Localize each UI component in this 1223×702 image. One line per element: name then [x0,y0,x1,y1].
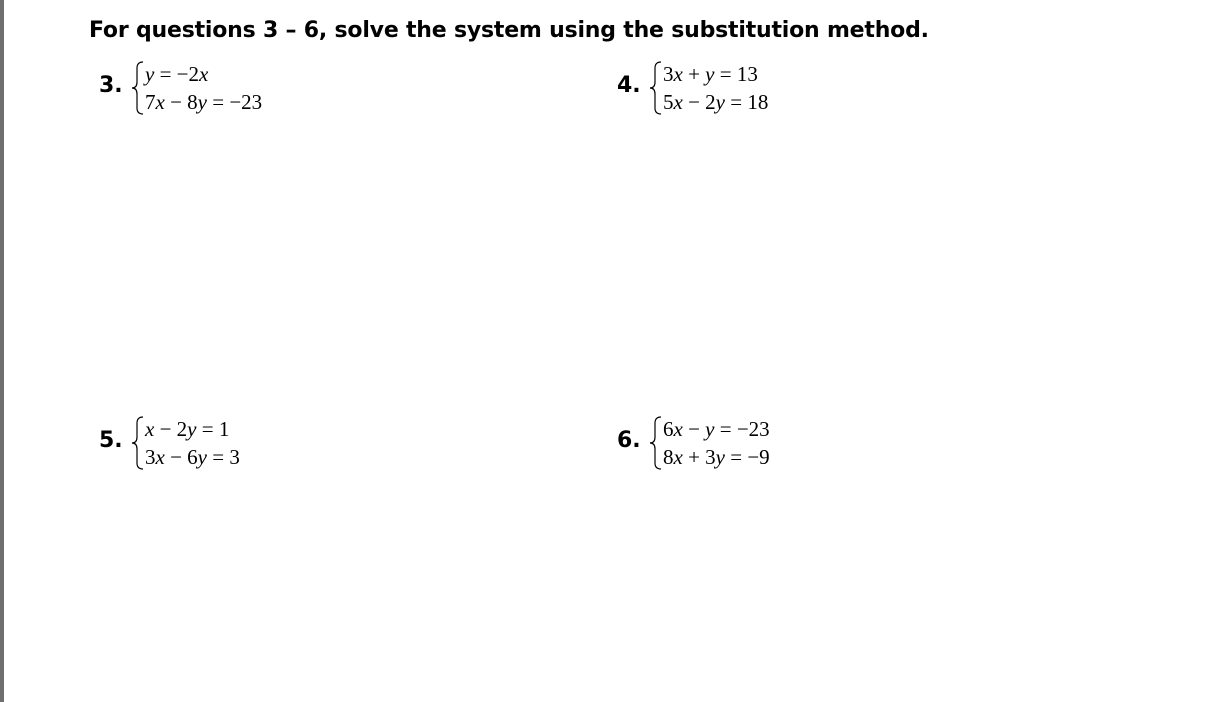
brace-icon [649,60,663,116]
equation-1: x − 2y = 1 [145,417,230,441]
equation-2: 8x + 3y = −9 [663,445,770,469]
problem-5 [99,415,359,471]
equation-2: 3x − 6y = 3 [145,445,240,469]
problem-number: 5. [99,428,123,453]
problem-number: 4. [617,73,641,98]
equation-1: y = −2x [145,62,209,86]
brace-icon [649,415,663,471]
problem-3 [99,60,359,116]
brace-icon [131,60,145,116]
left-page-edge [0,0,4,702]
equation-1: 3x + y = 13 [663,62,758,86]
problem-4 [617,60,877,116]
equation-2: 5x − 2y = 18 [663,90,769,114]
problem-number: 3. [99,73,123,98]
equation-2: 7x − 8y = −23 [145,90,263,114]
brace-icon [131,415,145,471]
instruction-heading: For questions 3 – 6, solve the system using the substitution method. [89,18,929,43]
problem-number: 6. [617,428,641,453]
problem-6 [617,415,877,471]
equation-1: 6x − y = −23 [663,417,770,441]
